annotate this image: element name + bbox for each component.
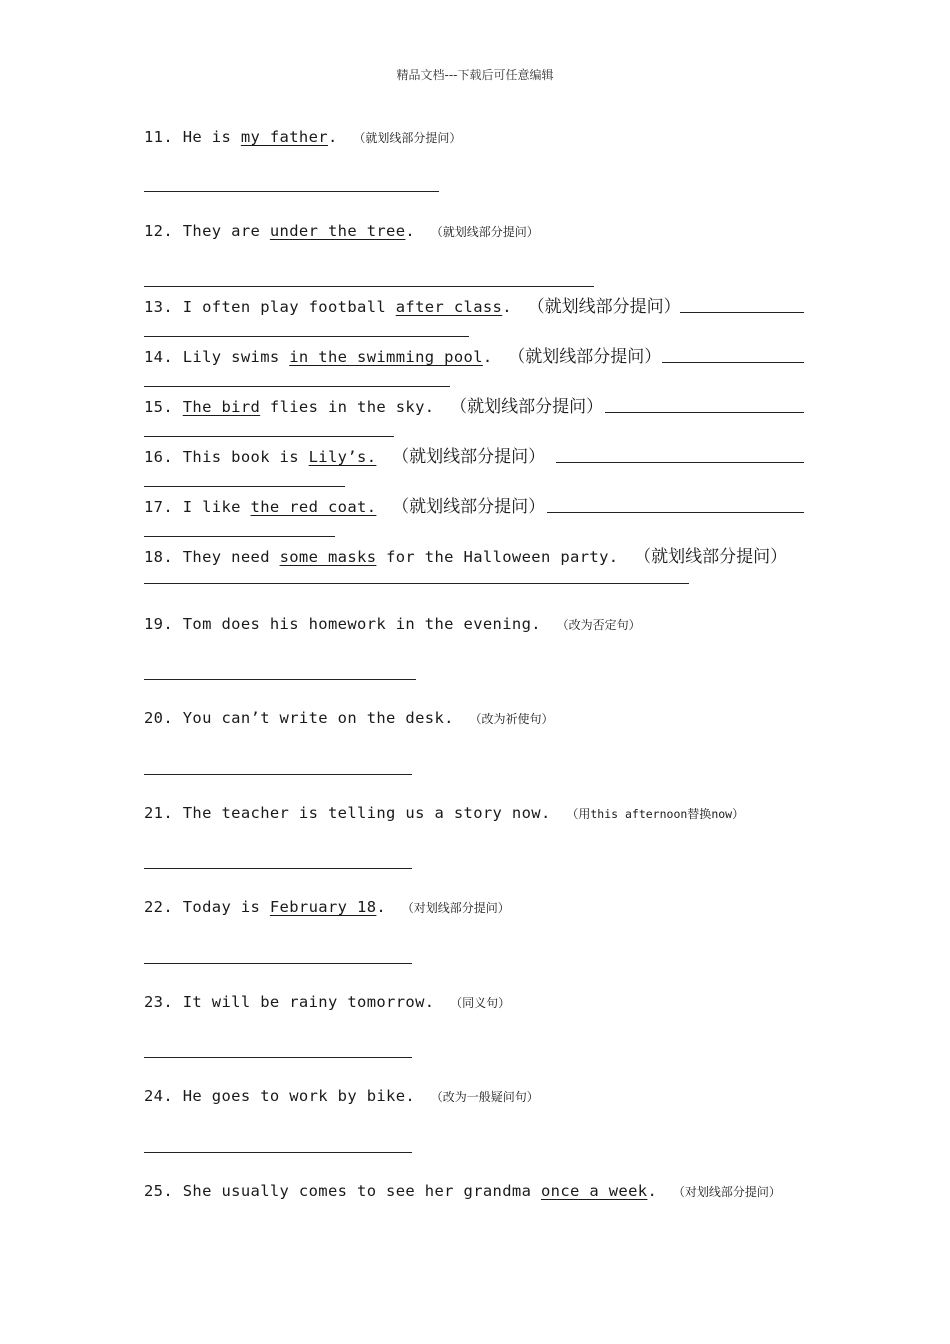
answer-line[interactable] [144,1057,412,1058]
question-22 [144,898,510,916]
answer-line[interactable] [144,963,412,964]
underlined-part: in the swimming pool [289,348,483,366]
question-number: 20. [144,709,174,727]
question-number: 11. [144,128,174,146]
question-17 [144,492,545,517]
question-text-end: . [482,348,493,366]
question-13 [144,292,681,317]
question-18 [144,542,787,567]
question-text: You can’t write on the desk. [182,709,454,727]
answer-line[interactable] [144,486,345,487]
instruction-part: this afternoon [590,807,688,821]
question-number: 17. [144,498,174,516]
question-text: Tom does his homework in the evening. [182,615,541,633]
question-number: 18. [144,548,174,566]
answer-line[interactable] [662,362,804,363]
question-text-end: . [405,222,416,240]
answer-line[interactable] [605,412,804,413]
underlined-part: Lily’s. [308,448,377,466]
answer-line[interactable] [144,868,412,869]
answer-line[interactable] [680,312,804,313]
instruction: （对划线部分提问） [401,901,510,915]
question-11 [144,128,461,146]
question-number: 21. [144,804,174,822]
question-24 [144,1087,539,1105]
underlined-part: February 18 [269,898,377,916]
answer-line[interactable] [144,1152,412,1153]
question-number: 25. [144,1182,174,1200]
question-number: 23. [144,993,174,1011]
instruction [566,807,744,821]
answer-line[interactable] [144,386,450,387]
answer-line[interactable] [144,774,412,775]
answer-line[interactable] [547,512,804,513]
instruction: （就划线部分提问） [450,397,604,417]
instruction: （就划线部分提问） [634,547,788,567]
question-text: This book is [182,448,309,466]
underlined-part: some masks [279,548,377,566]
question-number: 13. [144,298,174,316]
instruction-part: （用 [566,807,591,821]
question-text: Lily swims [182,348,290,366]
question-16 [144,442,545,467]
instruction: （同义句） [450,996,511,1010]
question-20 [144,709,554,727]
question-text: He goes to work by bike. [182,1087,416,1105]
question-text-end: . [502,298,512,316]
question-19 [144,615,641,633]
instruction: （就划线部分提问） [508,347,662,367]
question-text: It will be rainy tomorrow. [182,993,435,1011]
instruction: （对划线部分提问） [672,1185,781,1199]
question-text-end: . [376,898,387,916]
question-text: He is [182,128,241,146]
underlined-part: my father [240,128,328,146]
instruction: （就划线部分提问） [430,225,539,239]
question-number: 22. [144,898,174,916]
question-text: I like [182,498,251,516]
question-number: 24. [144,1087,174,1105]
underlined-part: The bird [182,398,261,416]
question-text-end: for the Halloween party. [376,548,619,566]
page-header: 精品文档---下载后可任意编辑 [396,68,554,82]
underlined-part: under the tree [269,222,406,240]
question-25 [144,1182,781,1200]
question-text: I often play football [182,298,396,316]
answer-line[interactable] [144,191,439,192]
question-text-end: flies in the sky. [260,398,435,416]
answer-line[interactable] [144,536,335,537]
question-text: She usually comes to see her grandma [182,1182,541,1200]
question-number: 12. [144,222,174,240]
question-text-end: . [647,1182,658,1200]
instruction-part: now [711,807,733,821]
question-14 [144,342,661,367]
instruction: （改为一般疑问句） [430,1090,539,1104]
answer-line[interactable] [144,286,594,287]
question-21 [144,804,744,822]
answer-line[interactable] [556,462,804,463]
question-15 [144,392,603,417]
question-12 [144,222,539,240]
underlined-part: the red coat. [250,498,377,516]
question-text: They are [182,222,270,240]
instruction: （就划线部分提问） [392,497,546,517]
instruction: （就划线部分提问） [353,131,462,145]
answer-line[interactable] [144,336,469,337]
instruction-part: 替换 [687,807,712,821]
instruction-part: ） [732,807,745,821]
answer-line[interactable] [144,583,689,584]
answer-line[interactable] [144,679,416,680]
question-number: 19. [144,615,174,633]
underlined-part: after class [395,298,503,316]
instruction: （改为祈使句） [469,712,554,726]
question-number: 15. [144,398,174,416]
instruction: （就划线部分提问） [392,447,546,467]
question-text: They need [182,548,280,566]
question-number: 14. [144,348,174,366]
underlined-part: once a week [540,1182,648,1200]
question-23 [144,993,510,1011]
instruction: （就划线部分提问） [527,297,681,317]
instruction: （改为否定句） [556,618,641,632]
question-number: 16. [144,448,174,466]
question-text: The teacher is telling us a story now. [182,804,551,822]
answer-line[interactable] [144,436,394,437]
question-text-end: . [327,128,338,146]
question-text: Today is [182,898,270,916]
